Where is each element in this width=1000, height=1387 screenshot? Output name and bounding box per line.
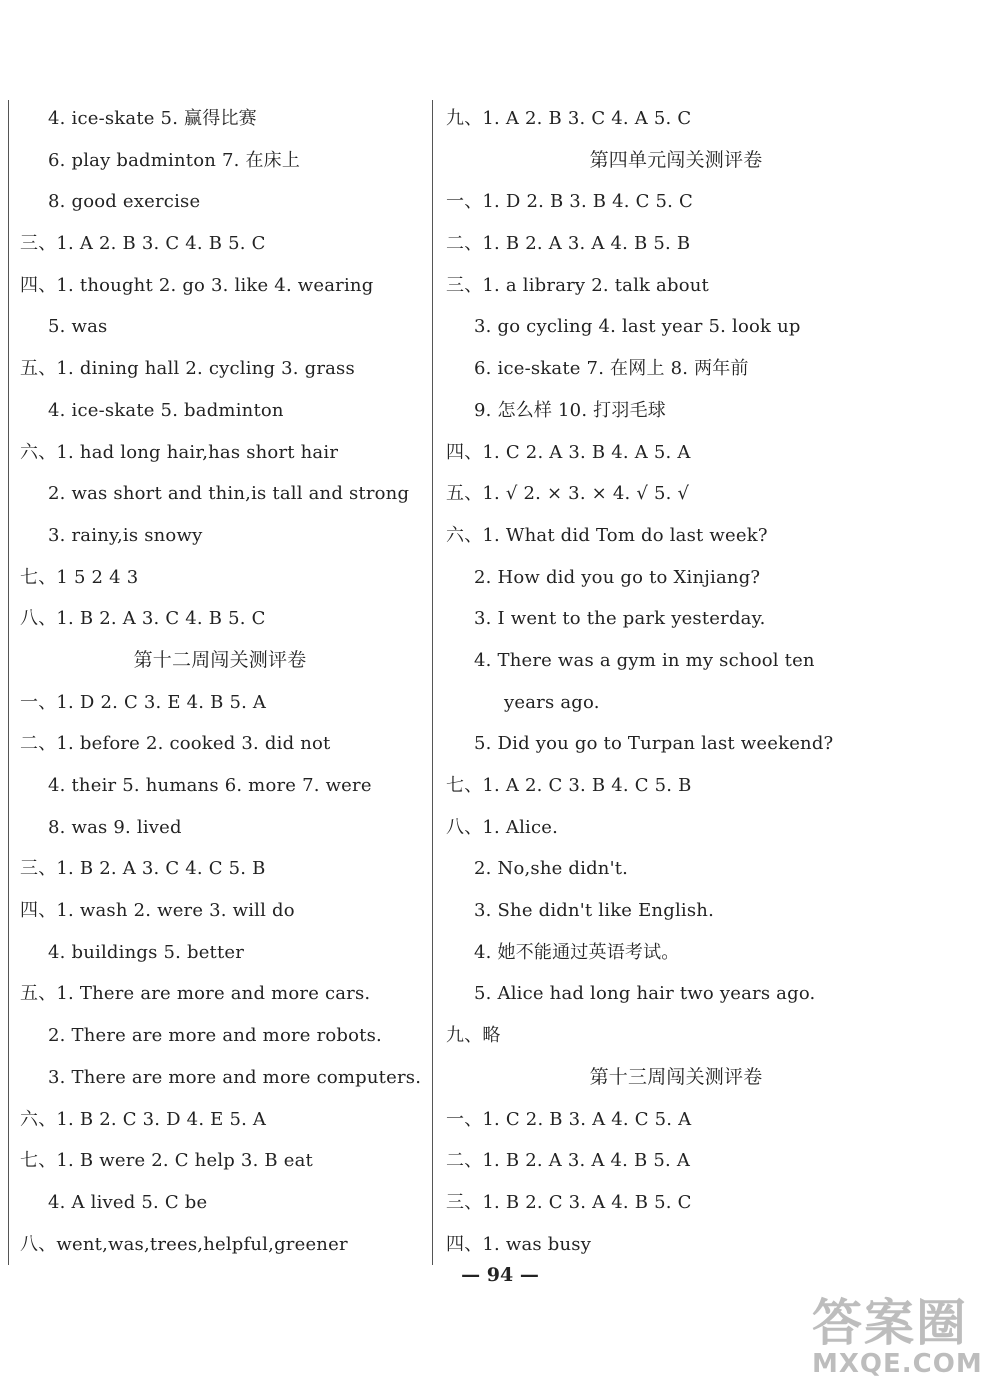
answer-line: 六、1. B 2. C 3. D 4. E 5. A	[20, 1108, 267, 1130]
answer-line: 4. A lived 5. C be	[48, 1191, 208, 1213]
answer-line: 九、1. A 2. B 3. C 4. A 5. C	[446, 108, 692, 129]
answer-line: 3. I went to the park yesterday.	[474, 608, 766, 630]
right-column	[446, 98, 906, 1265]
section-heading: 第四单元闯关测评卷	[589, 148, 763, 171]
left-column	[20, 98, 420, 1265]
answer-line: 九、略	[446, 1025, 501, 1047]
answer-line: 六、1. What did Tom do last week?	[446, 524, 768, 546]
answer-line: 2. There are more and more robots.	[48, 1025, 382, 1047]
answer-line: 七、1 5 2 4 3	[20, 566, 139, 588]
answer-line: 4. There was a gym in my school ten	[474, 649, 815, 671]
answer-line: 3. There are more and more computers.	[48, 1066, 422, 1088]
answer-line: 8. good exercise	[48, 191, 201, 213]
answer-line: 6. play badminton 7. 在床上	[48, 149, 301, 171]
page-number: — 94 —	[461, 1264, 539, 1286]
answer-line: 三、1. B 2. A 3. C 4. C 5. B	[20, 858, 266, 880]
answer-line: 七、1. A 2. C 3. B 4. C 5. B	[446, 775, 692, 796]
answer-line: 七、1. B were 2. C help 3. B eat	[20, 1150, 313, 1172]
answer-line: 4. their 5. humans 6. more 7. were	[48, 775, 372, 796]
answer-line: 六、1. had long hair,has short hair	[20, 441, 339, 463]
column-divider	[432, 100, 433, 1265]
left-border-line	[8, 100, 9, 1265]
answer-line: 6. ice-skate 7. 在网上 8. 两年前	[474, 358, 749, 380]
answer-line: 2. No,she didn't.	[474, 858, 629, 880]
answer-line: 2. How did you go to Xinjiang?	[474, 566, 761, 588]
answer-line: 5. Alice had long hair two years ago.	[474, 983, 816, 1005]
answer-line: 四、1. was busy	[446, 1233, 592, 1255]
answer-line: 四、1. wash 2. were 3. will do	[20, 900, 295, 922]
section-heading: 第十二周闯关测评卷	[133, 648, 307, 671]
answer-line: 4. 她不能通过英语考试。	[474, 941, 680, 963]
answer-line: 2. was short and thin,is tall and strong	[48, 483, 410, 505]
watermark-title: 答案圈	[812, 1294, 968, 1352]
section-heading: 第十三周闯关测评卷	[589, 1065, 763, 1088]
answer-line: 八、went,was,trees,helpful,greener	[20, 1233, 348, 1255]
answer-line: 二、1. B 2. A 3. A 4. B 5. A	[446, 1150, 691, 1172]
answer-line: 5. Did you go to Turpan last weekend?	[474, 733, 834, 755]
answer-line: 一、1. D 2. B 3. B 4. C 5. C	[446, 191, 693, 213]
answer-line: 9. 怎么样 10. 打羽毛球	[474, 399, 666, 421]
answer-line: 四、1. thought 2. go 3. like 4. wearing	[20, 274, 374, 296]
answer-line: 3. rainy,is snowy	[48, 524, 203, 546]
answer-line: 五、1. √ 2. × 3. × 4. √ 5. √	[446, 483, 690, 505]
answer-line: 3. She didn't like English.	[474, 900, 715, 922]
answer-line: 5. was	[48, 316, 108, 338]
answer-line: 一、1. D 2. C 3. E 4. B 5. A	[20, 691, 267, 713]
answer-line: 三、1. B 2. C 3. A 4. B 5. C	[446, 1191, 692, 1213]
answer-line: 4. ice-skate 5. badminton	[48, 399, 284, 421]
answer-line: 一、1. C 2. B 3. A 4. C 5. A	[446, 1108, 692, 1130]
answer-line: 四、1. C 2. A 3. B 4. A 5. A	[446, 441, 691, 463]
watermark-url: MXQE.COM	[812, 1349, 983, 1379]
answer-line: 二、1. before 2. cooked 3. did not	[20, 733, 331, 755]
watermark-logo	[812, 1296, 992, 1380]
answer-line: 三、1. a library 2. talk about	[446, 274, 709, 296]
answer-line: years ago.	[504, 691, 600, 713]
answer-line: 三、1. A 2. B 3. C 4. B 5. C	[20, 233, 266, 255]
answer-line: 五、1. dining hall 2. cycling 3. grass	[20, 358, 355, 380]
answer-line: 八、1. Alice.	[446, 816, 559, 838]
answer-line: 3. go cycling 4. last year 5. look up	[474, 316, 801, 338]
answer-line: 二、1. B 2. A 3. A 4. B 5. B	[446, 233, 691, 255]
answer-line: 4. buildings 5. better	[48, 941, 245, 963]
answer-line: 五、1. There are more and more cars.	[20, 983, 371, 1005]
answer-line: 8. was 9. lived	[48, 816, 182, 838]
answer-line: 4. ice-skate 5. 赢得比赛	[48, 108, 257, 129]
answer-line: 八、1. B 2. A 3. C 4. B 5. C	[20, 608, 266, 630]
